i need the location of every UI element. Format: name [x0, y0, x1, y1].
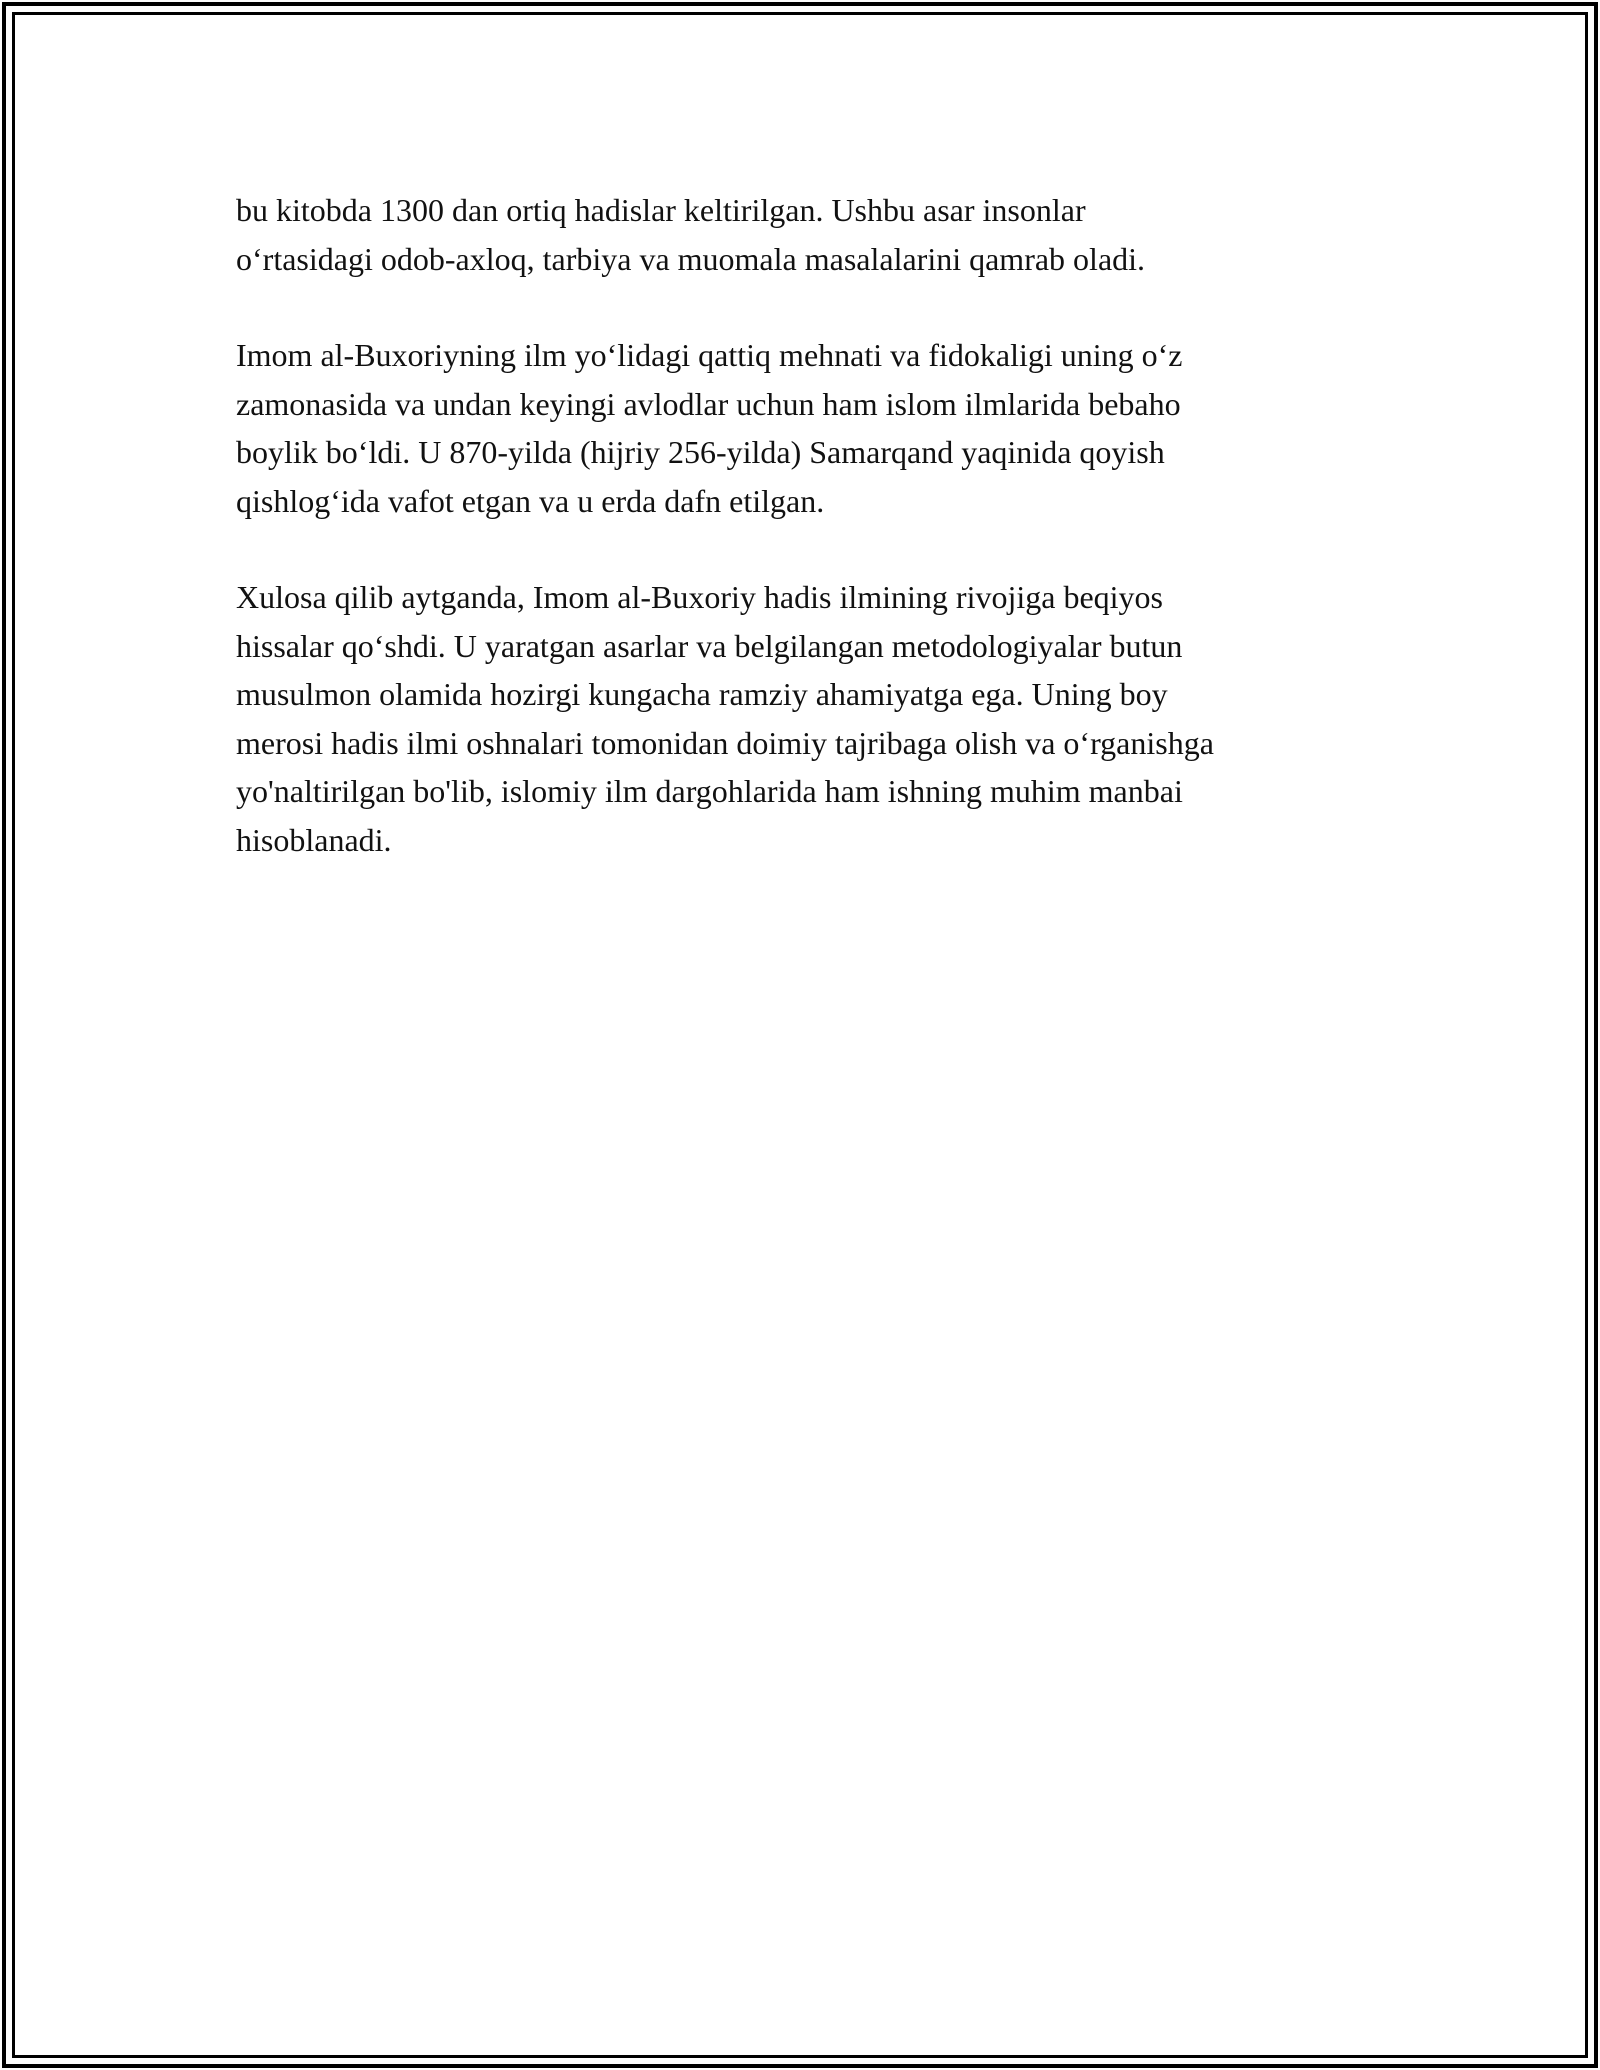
- paragraph-1: [236, 186, 1366, 283]
- text-line: musulmon olamida hozirgi kungacha ramziy ahamiyatga ega. Uning boy: [236, 676, 1168, 712]
- document-body: [236, 186, 1366, 912]
- text-line: bu kitobda 1300 dan ortiq hadislar keltirilgan. Ushbu asar insonlar: [236, 192, 1086, 228]
- text-line: yo'naltirilgan bo'lib, islomiy ilm dargohlarida ham ishning muhim manbai: [236, 773, 1183, 809]
- text-line: merosi hadis ilmi oshnalari tomonidan doimiy tajribaga olish va o‘rganishga: [236, 724, 1214, 761]
- text-line: Imom al-Buxoriyning ilm yo‘lidagi qattiq mehnati va fidokaligi uning o‘z: [236, 337, 1183, 373]
- text-line: hisoblanadi.: [236, 821, 392, 858]
- text-line: Xulosa qilib aytganda, Imom al-Buxoriy hadis ilmining rivojiga beqiyos: [236, 579, 1163, 615]
- text-line: hissalar qo‘shdi. U yaratgan asarlar va belgilangan metodologiyalar butun: [236, 627, 1183, 664]
- paragraph-2: [236, 331, 1366, 525]
- text-line: zamonasida va undan keyingi avlodlar uchun ham islom ilmlarida bebaho: [236, 385, 1181, 422]
- text-line: qishlog‘ida vafot etgan va u erda dafn etilgan.: [236, 482, 825, 519]
- text-line: boylik bo‘ldi. U 870-yilda (hijriy 256-yilda) Samarqand yaqinida qoyish: [236, 434, 1165, 470]
- paragraph-3: [236, 573, 1366, 864]
- text-line: o‘rtasidagi odob-axloq, tarbiya va muomala masalalarini qamrab oladi.: [236, 240, 1146, 277]
